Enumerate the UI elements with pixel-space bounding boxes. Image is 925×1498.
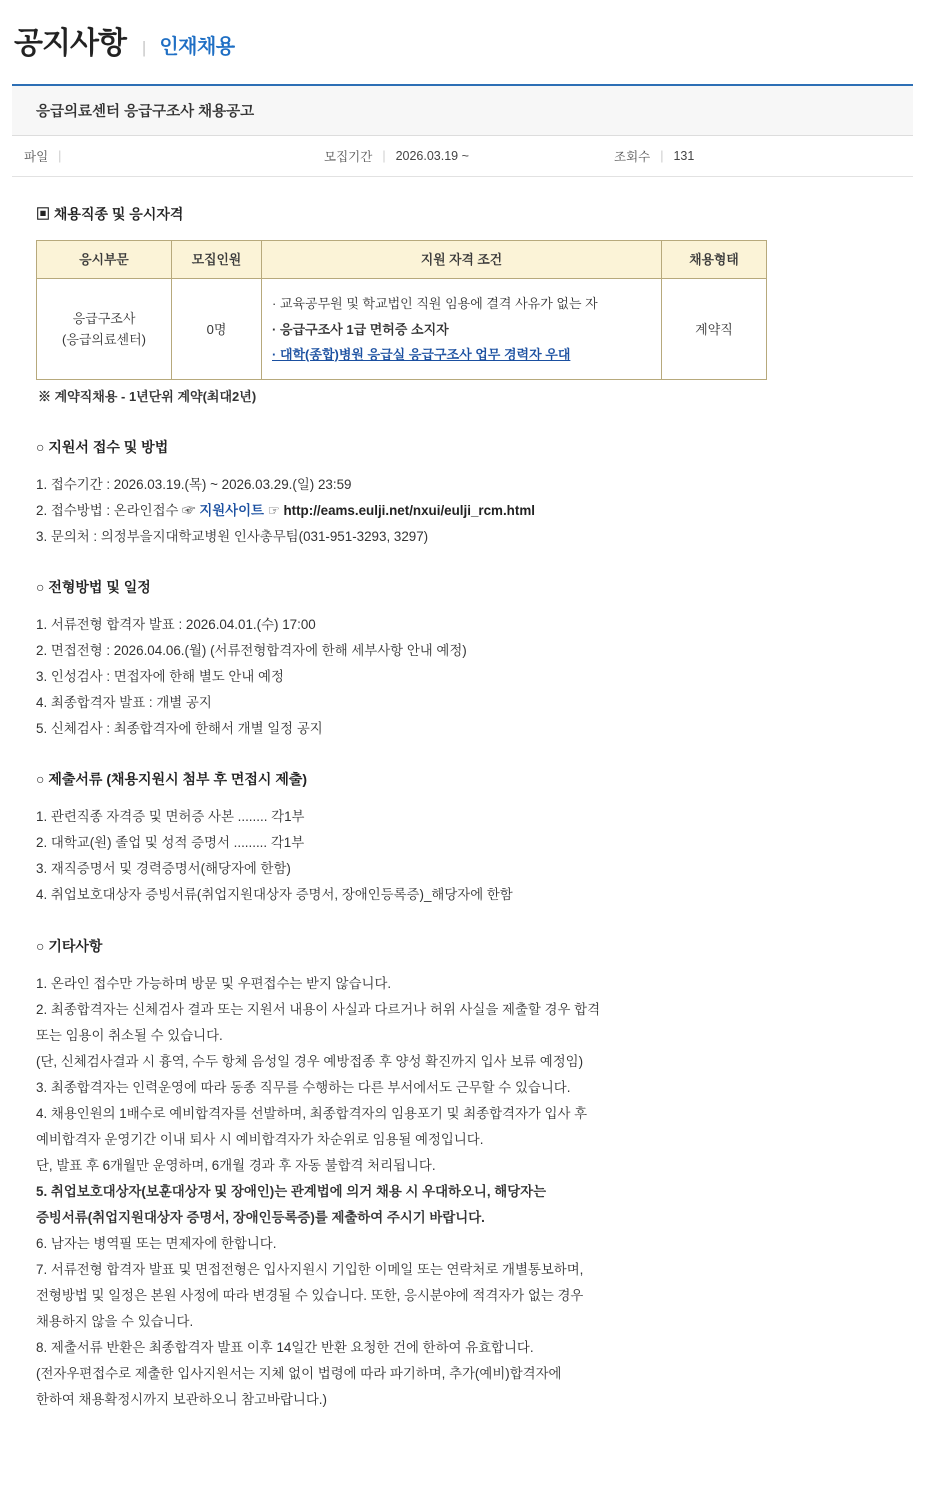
apply-method-prefix: 2. 접수방법 : 온라인접수 ☞ [36,502,200,518]
meta-period-separator: | [382,149,386,163]
list-item: 2. 대학교(원) 졸업 및 성적 증명서 ......... 각1부 [36,835,305,851]
section-apply-heading: ○ 지원서 접수 및 방법 [36,436,889,459]
documents-list [36,805,889,906]
etc-list [36,972,889,1412]
list-item: (전자우편접수로 제출한 입사지원서는 지체 없이 법령에 따라 파기하며, 추가(예비)합격자에 [36,1366,562,1382]
list-item: 3. 재직증명서 및 경력증명서(해당자에 한함) [36,861,291,877]
list-item: 1. 서류전형 합격자 발표 : 2026.04.01.(수) 17:00 [36,617,316,632]
notice-body [0,177,925,1454]
list-item: 7. 서류전형 합격자 발표 및 면접전형은 입사지원시 기입한 이메일 또는 연락처로 개별통보하며, [36,1262,584,1278]
cell-count: 0명 [172,279,262,380]
meta-file-label: 파일 [24,150,49,164]
list-item: 5. 취업보호대상자(보훈대상자 및 장애인)는 관계법에 의거 채용 시 우대하오니, 해당자는 [36,1183,547,1199]
condition-item-link[interactable]: · 대학(종합)병원 응급실 응급구조사 업무 경력자 우대 [272,346,571,362]
list-item: 전형방법 및 일정은 본원 사정에 따라 변경될 수 있습니다. 또한, 응시분야에 적격자가 없는 경우 [36,1288,584,1304]
table-header-conditions: 지원 자격 조건 [262,241,662,279]
list-item: 한하여 채용확정시까지 보관하오니 참고바랍니다.) [36,1392,327,1408]
list-item: 3. 최종합격자는 인력운영에 따라 동종 직무를 수행하는 다른 부서에서도 근무할 수 있습니다. [36,1079,571,1095]
meta-period [324,147,614,165]
process-list [36,613,889,740]
list-item: 1. 온라인 접수만 가능하며 방문 및 우편접수는 받지 않습니다. [36,975,392,991]
list-item: 예비합격자 운영기간 이내 퇴사 시 예비합격자가 차순위로 임용될 예정입니다. [36,1131,484,1147]
apply-site-link[interactable]: 지원사이트 [199,502,264,518]
apply-url[interactable]: http://eams.eulji.net/nxui/eulji_rcm.html [283,502,535,518]
cell-part-line1: 응급구조사 [72,310,136,326]
list-item: (단, 신체검사결과 시 흉역, 수두 항체 음성일 경우 예방접종 후 양성 확진까지 입사 보류 예정임) [36,1053,584,1069]
table-header-part: 응시부문 [37,241,172,279]
cell-part-line2: (응급의료센터) [61,332,146,348]
list-item: 증빙서류(취업지원대상자 증명서, 장애인등록증)를 제출하여 주시기 바랍니다. [36,1210,485,1226]
table-header-type: 채용형태 [662,241,767,279]
condition-item: · 교육공무원 및 학교법인 직원 임용에 결격 사유가 없는 자 [272,296,598,312]
notice-meta-row [12,136,913,177]
list-item: 채용하지 않을 수 있습니다. [36,1314,194,1330]
list-item: 4. 채용인원의 1배수로 예비합격자를 선발하며, 최종합격자의 임용포기 및 최종합격자가 입사 후 [36,1105,588,1121]
list-item: 3. 인성검사 : 면접자에 한해 별도 안내 예정 [36,669,284,685]
meta-period-value: 2026.03.19 ~ [395,149,469,163]
list-item: 3. 문의처 : 의정부을지대학교병원 인사총무팀(031-951-3293, 3297) [36,528,429,544]
list-item: 1. 접수기간 : 2026.03.19.(목) ~ 2026.03.29.(일) 23:59 [36,476,352,492]
list-item: 1. 관련직종 자격증 및 면허증 사본 ........ 각1부 [36,809,305,825]
section-etc-heading: ○ 기타사항 [36,935,889,958]
list-item: 4. 취업보호대상자 증빙서류(취업지원대상자 증명서, 장애인등록증)_해당자에 한함 [36,887,513,903]
section-process [36,576,889,740]
title-divider: | [141,38,147,57]
page-subtitle: 인재채용 [159,36,235,58]
list-item: 6. 남자는 병역필 또는 면제자에 한합니다. [36,1236,277,1252]
meta-file [24,147,324,165]
page-header [0,0,925,78]
condition-item: · 응급구조사 1급 면허증 소지자 [272,321,449,337]
apply-method-mid: ☞ [264,502,284,518]
apply-list [36,473,889,548]
list-item: 8. 제출서류 반환은 최종합격자 발표 이후 14일간 반환 요청한 건에 한하여 유효합니다. [36,1340,534,1356]
meta-period-label: 모집기간 [324,150,373,164]
meta-views-label: 조회수 [614,150,651,164]
list-item: 2. 면접전형 : 2026.04.06.(월) (서류전형합격자에 한해 세부사항 안내 예정) [36,643,467,659]
list-item: 또는 임용이 취소될 수 있습니다. [36,1027,223,1043]
meta-views-separator: | [660,149,664,163]
meta-views-value: 131 [673,149,695,163]
list-item: 5. 신체검사 : 최종합격자에 한해서 개별 일정 공지 [36,721,323,737]
section-qualification [36,203,889,408]
list-item-apply-method [36,499,889,522]
section-apply [36,436,889,548]
section-qualification-heading: ▣ 채용직종 및 응시자격 [36,203,889,226]
meta-file-separator: | [58,149,62,163]
section-etc [36,935,889,1412]
cell-type: 계약직 [662,279,767,380]
section-documents-heading: ○ 제출서류 (채용지원시 첨부 후 면접시 제출) [36,768,889,791]
page-title: 공지사항 [14,27,126,60]
list-item: 4. 최종합격자 발표 : 개별 공지 [36,695,212,711]
list-item: 2. 최종합격자는 신체검사 결과 또는 지원서 내용이 사실과 다르거나 허위 사실을 제출할 경우 합격 [36,1001,601,1017]
table-row [37,279,767,380]
table-header-count: 모집인원 [172,241,262,279]
section-documents [36,768,889,906]
meta-views [614,147,694,165]
list-item: 단, 발표 후 6개월만 운영하며, 6개월 경과 후 자동 불합격 처리됩니다. [36,1157,436,1173]
section-process-heading: ○ 전형방법 및 일정 [36,576,889,599]
cell-part [37,279,172,380]
cell-conditions [262,279,662,380]
notice-title-bar: 응급의료센터 응급구조사 채용공고 [12,84,913,136]
table-header-row [37,241,767,279]
qualification-table [36,240,767,380]
contract-note: ※ 계약직채용 - 1년단위 계약(최대2년) [38,389,257,405]
